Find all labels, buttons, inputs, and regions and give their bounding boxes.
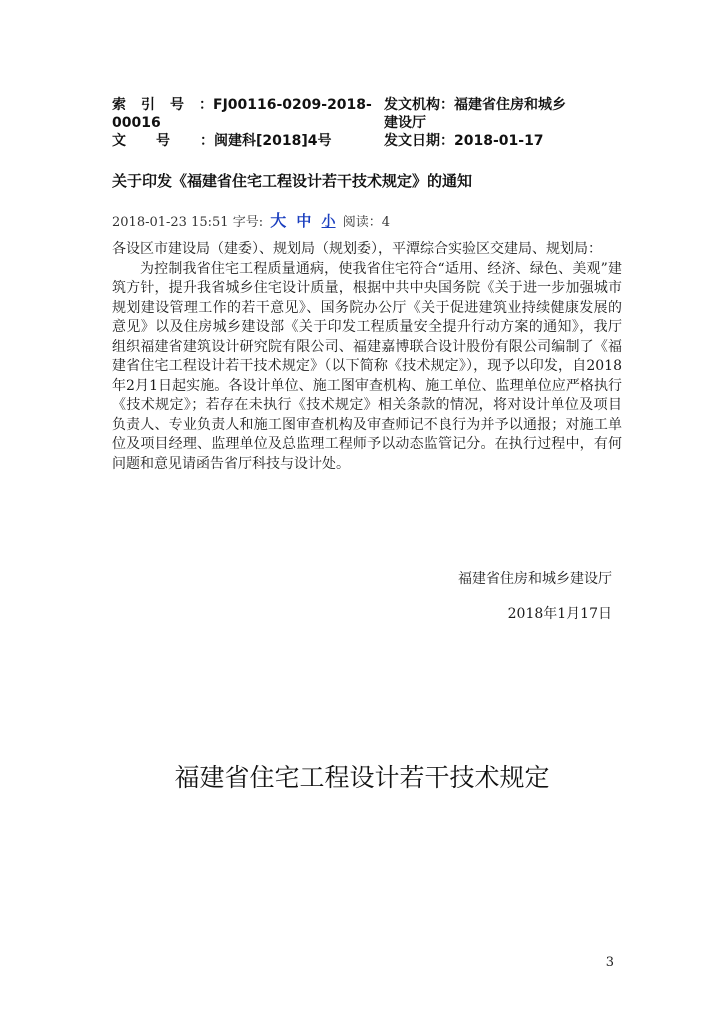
font-size-small-button[interactable]: 小 — [321, 214, 336, 230]
reads-count: 4 — [381, 215, 390, 230]
issue-date — [384, 132, 622, 150]
issuer — [384, 96, 622, 114]
issuer-cont — [384, 114, 622, 132]
signature-organization: 福建省住房和城乡建设厅 — [458, 571, 612, 587]
date-value: 2018-01-17 — [454, 133, 544, 149]
page-number: 3 — [605, 955, 614, 970]
index-number-cont — [112, 114, 384, 132]
issuer-value-1: 福建省住房和城乡 — [454, 97, 566, 113]
font-size-medium-button[interactable]: 中 — [296, 212, 312, 230]
reads-label: 阅读： — [342, 215, 382, 230]
meta-row-3 — [112, 132, 622, 150]
index-value-2: 00016 — [112, 115, 161, 131]
docno-value: 闽建科[2018]4号 — [214, 133, 332, 149]
issuer-label: 发文机构： — [384, 97, 454, 113]
article-info — [112, 208, 390, 231]
meta-row-2 — [112, 114, 622, 132]
signature-date: 2018年1月17日 — [507, 606, 612, 622]
date-label: 发文日期： — [384, 133, 454, 149]
notice-body — [112, 240, 622, 474]
document-number — [112, 132, 384, 150]
body-paragraph: 为控制我省住宅工程质量通病，使我省住宅符合“适用、经济、绿色、美观”建筑方针，提升我省城乡住宅设计质量，根据中共中央国务院《关于进一步加强城市规划建设管理工作的若干意见》、国务院办公厅《关于促进建筑业持续健康发展的意见》以及住房城乡建设部《关于印发工程质量安全提升行动方案的通知》，我厅组织福建省建筑设计研究院有限公司、福建嘉博联合设计股份有限公司编制了《福建省住宅工程设计若干技术规定》（以下简称《技术规定》），现予以印发，自2018年2月1日起实施。各设计单位、施工图审查机构、施工单位、监理单位应严格执行《技术规定》；若存在未执行《技术规定》相关条款的情况，将对设计单位及项目负责人、专业负责人和施工图审查机构及审查师记不良行为并予以通报；对施工单位及项目经理、监理单位及总监理工程师予以动态监管记分。在执行过程中，有何问题和意见请函告省厅科技与设计处。 — [112, 260, 622, 472]
salutation: 各设区市建设局（建委）、规划局（规划委），平潭综合实验区交建局、规划局： — [112, 241, 602, 257]
font-size-label: 字号: — [232, 215, 264, 230]
document-metadata — [112, 96, 622, 150]
index-label: 索引号： — [112, 97, 213, 113]
index-number — [112, 96, 384, 114]
notice-title: 关于印发《福建省住宅工程设计若干技术规定》的通知 — [112, 172, 473, 190]
publish-datetime: 2018-01-23 15:51 — [112, 215, 229, 230]
issuer-value-2: 建设厅 — [384, 115, 426, 131]
font-size-large-button[interactable]: 大 — [270, 211, 287, 230]
regulation-heading: 福建省住宅工程设计若干技术规定 — [174, 763, 550, 792]
meta-row-1 — [112, 96, 622, 114]
docno-label: 文号： — [112, 133, 214, 149]
index-value-1: FJ00116-0209-2018- — [213, 97, 372, 113]
